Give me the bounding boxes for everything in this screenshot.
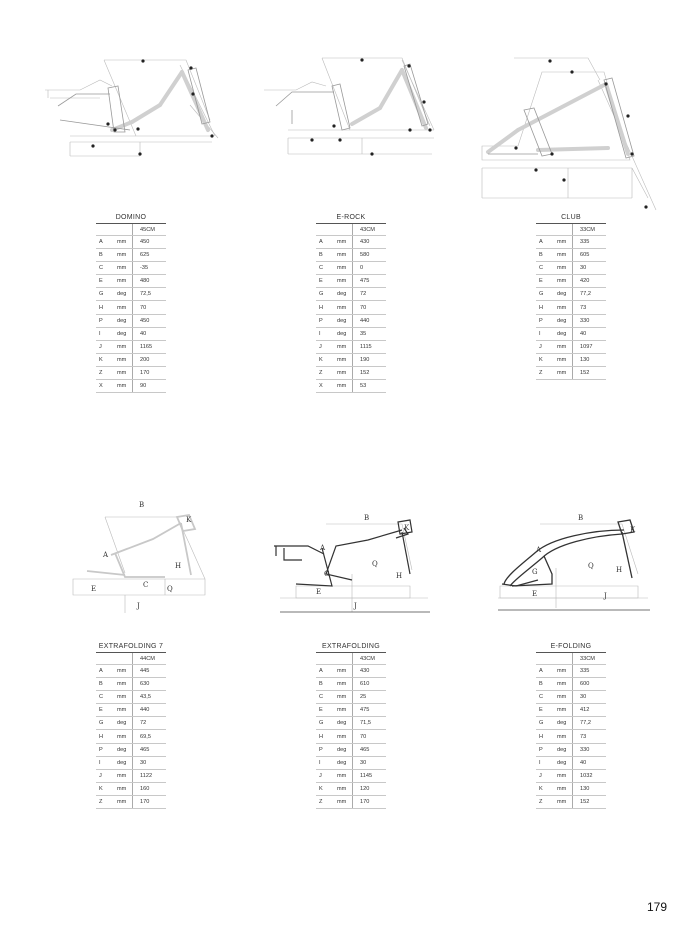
table-row: K mm 160	[96, 782, 166, 795]
table-row: P deg 465	[316, 743, 386, 756]
table-row: J mm 1165	[96, 340, 166, 353]
table-size: 33CM	[573, 224, 606, 236]
label-q: Q	[588, 562, 594, 570]
table-row: G deg 72	[316, 288, 386, 301]
table-row: I deg 30	[96, 756, 166, 769]
table-row: X mm 90	[96, 380, 166, 393]
table-row: C mm 30	[536, 262, 606, 275]
table-title: CLUB	[536, 211, 606, 224]
table-title: EXTRAFOLDING	[316, 640, 386, 653]
table-row: P deg 330	[536, 314, 606, 327]
label-j: J	[354, 602, 357, 610]
table-title: E-FOLDING	[536, 640, 606, 653]
table-row: P deg 450	[96, 314, 166, 327]
label-k: K	[404, 524, 410, 532]
label-q: Q	[167, 585, 173, 593]
table-row: J mm 1122	[96, 769, 166, 782]
table-row: Z mm 152	[536, 795, 606, 808]
label-a: A	[320, 544, 326, 552]
e-folding-frame-diagram	[492, 508, 657, 613]
table-row: G deg 71,5	[316, 717, 386, 730]
table-row: E mm 475	[316, 275, 386, 288]
table-row: Z mm 170	[96, 795, 166, 808]
table-row: B mm 610	[316, 678, 386, 691]
table-row: K mm 120	[316, 782, 386, 795]
table-row: E mm 420	[536, 275, 606, 288]
table-row: A mm 430	[316, 665, 386, 678]
label-e: E	[532, 590, 538, 598]
table-row: K mm 130	[536, 353, 606, 366]
label-j: J	[604, 592, 607, 600]
extrafolding-frame-diagram	[272, 508, 432, 613]
table-row: B mm 605	[536, 249, 606, 262]
table-size: 33CM	[573, 653, 606, 665]
table-row: J mm 1145	[316, 769, 386, 782]
table-row: X mm 53	[316, 380, 386, 393]
table-row: J mm 1115	[316, 340, 386, 353]
table-row: B mm 580	[316, 249, 386, 262]
table-row: Z mm 152	[536, 366, 606, 379]
table-row: E mm 475	[316, 704, 386, 717]
table-size: 43CM	[353, 224, 386, 236]
table-row: A mm 450	[96, 236, 166, 249]
table-row: G deg 72,5	[96, 288, 166, 301]
extrafolding-7-frame-diagram	[65, 495, 215, 615]
table-title: EXTRAFOLDING 7	[96, 640, 166, 653]
table-row: E mm 412	[536, 704, 606, 717]
table-row: H mm 73	[536, 301, 606, 314]
e-rock-frame-diagram	[262, 50, 442, 165]
table-row: H mm 73	[536, 730, 606, 743]
table-row: B mm 600	[536, 678, 606, 691]
label-g: G	[532, 568, 538, 576]
club-frame-diagram	[478, 50, 668, 215]
table-row: I deg 40	[536, 327, 606, 340]
table-row: C mm 43,5	[96, 691, 166, 704]
table-size: 45CM	[133, 224, 166, 236]
label-k: K	[186, 516, 192, 524]
table-row: G deg 77,2	[536, 288, 606, 301]
table-row: J mm 1097	[536, 340, 606, 353]
label-h: H	[396, 572, 403, 580]
page-number: 179	[646, 900, 667, 914]
table-row: I deg 40	[536, 756, 606, 769]
table-row: H mm 70	[96, 301, 166, 314]
table-row: E mm 440	[96, 704, 166, 717]
table-title: DOMINO	[96, 211, 166, 224]
table-row: Z mm 152	[316, 366, 386, 379]
label-b: B	[364, 514, 370, 522]
label-g: G	[324, 570, 330, 578]
table-row: C mm 25	[316, 691, 386, 704]
table-row: P deg 465	[96, 743, 166, 756]
table-title: E-ROCK	[316, 211, 386, 224]
e-folding-spec-table	[536, 640, 606, 809]
table-row: I deg 40	[96, 327, 166, 340]
table-row: E mm 480	[96, 275, 166, 288]
label-q: Q	[372, 560, 378, 568]
label-h: H	[175, 562, 182, 570]
club-spec-table	[536, 211, 606, 380]
table-row: J mm 1032	[536, 769, 606, 782]
label-a: A	[536, 546, 542, 554]
extrafolding-7-spec-table	[96, 640, 166, 809]
table-row: Z mm 170	[96, 366, 166, 379]
table-row: P deg 440	[316, 314, 386, 327]
table-size: 43CM	[353, 653, 386, 665]
label-b: B	[578, 514, 584, 522]
table-row: B mm 630	[96, 678, 166, 691]
label-b: B	[139, 501, 145, 509]
table-row: Z mm 170	[316, 795, 386, 808]
table-row: I deg 30	[316, 756, 386, 769]
domino-spec-table	[96, 211, 166, 393]
table-row: B mm 625	[96, 249, 166, 262]
table-row: A mm 430	[316, 236, 386, 249]
table-row: K mm 130	[536, 782, 606, 795]
table-row: P deg 330	[536, 743, 606, 756]
label-a: A	[103, 551, 109, 559]
label-j: J	[137, 602, 140, 610]
table-row: K mm 190	[316, 353, 386, 366]
domino-frame-diagram	[40, 50, 220, 165]
label-e: E	[91, 585, 97, 593]
table-row: C mm 0	[316, 262, 386, 275]
table-row: I deg 35	[316, 327, 386, 340]
table-row: H mm 70	[316, 730, 386, 743]
table-row: A mm 445	[96, 665, 166, 678]
table-row: C mm 30	[536, 691, 606, 704]
label-h: H	[616, 566, 623, 574]
table-row: H mm 69,5	[96, 730, 166, 743]
table-row: A mm 335	[536, 665, 606, 678]
table-row: G deg 72	[96, 717, 166, 730]
table-row: H mm 70	[316, 301, 386, 314]
table-row: K mm 200	[96, 353, 166, 366]
table-row: G deg 77,2	[536, 717, 606, 730]
table-size: 44CM	[133, 653, 166, 665]
table-row: C mm -35	[96, 262, 166, 275]
e-rock-spec-table	[316, 211, 386, 393]
label-e: E	[316, 588, 322, 596]
extrafolding-spec-table	[316, 640, 386, 809]
label-c: C	[143, 581, 149, 589]
label-k: K	[630, 526, 636, 534]
table-row: A mm 335	[536, 236, 606, 249]
